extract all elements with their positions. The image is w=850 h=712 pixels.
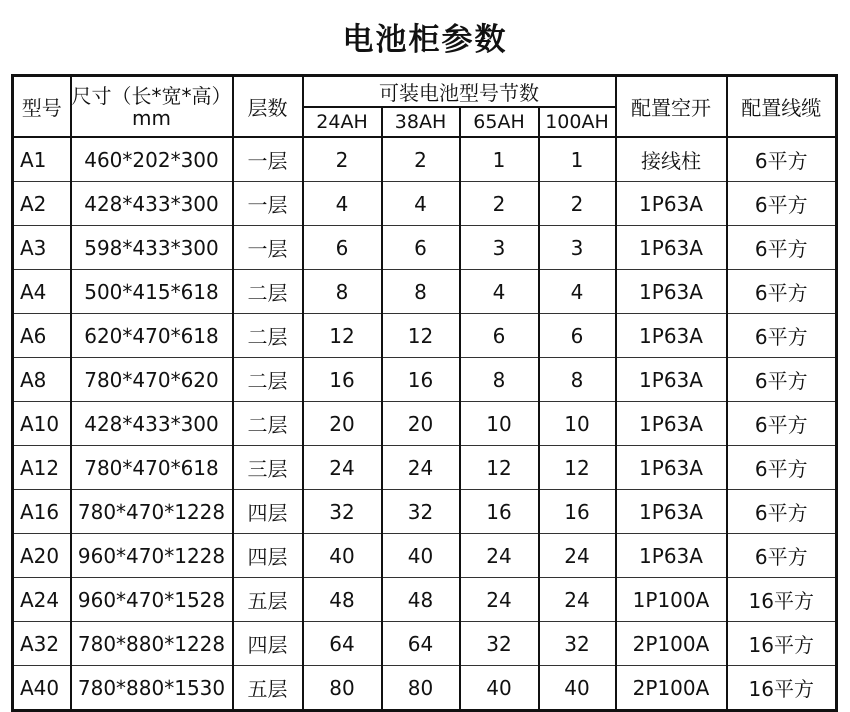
- header-size-line1: 尺寸（长*宽*高）: [71, 83, 232, 108]
- header-model: 型号: [13, 76, 71, 138]
- cell-100ah: 12: [539, 446, 616, 490]
- cell-24ah: 4: [303, 182, 382, 226]
- cell-cable: 16平方: [727, 622, 837, 666]
- cell-cable: 6平方: [727, 490, 837, 534]
- cell-65ah: 32: [460, 622, 539, 666]
- cell-100ah: 3: [539, 226, 616, 270]
- cell-24ah: 16: [303, 358, 382, 402]
- cell-100ah: 8: [539, 358, 616, 402]
- cell-model: A40: [20, 675, 60, 700]
- cell-38ah: 6: [382, 226, 460, 270]
- cell-layers: 二层: [233, 314, 303, 358]
- cell-breaker: 1P63A: [616, 182, 727, 226]
- cell-24ah: 2: [303, 137, 382, 182]
- cell-size: 500*415*618: [71, 270, 233, 314]
- cell-breaker: 1P63A: [616, 402, 727, 446]
- cell-65ah: 1: [460, 137, 539, 182]
- cell-24ah: 40: [303, 534, 382, 578]
- cell-cable: 6平方: [727, 534, 837, 578]
- cell-24ah: 12: [303, 314, 382, 358]
- cell-layers: 二层: [233, 402, 303, 446]
- cell-38ah: 80: [382, 666, 460, 711]
- cell-100ah: 24: [539, 534, 616, 578]
- cell-breaker: 1P63A: [616, 314, 727, 358]
- cell-layers: 五层: [233, 578, 303, 622]
- table-row: [13, 402, 837, 446]
- table-row: [13, 622, 837, 666]
- cell-100ah: 6: [539, 314, 616, 358]
- header-breaker: 配置空开: [616, 76, 727, 138]
- cell-38ah: 64: [382, 622, 460, 666]
- cell-size: 780*470*620: [71, 358, 233, 402]
- header-100ah: 100AH: [539, 107, 616, 137]
- cell-38ah: 16: [382, 358, 460, 402]
- cell-size: 960*470*1228: [71, 534, 233, 578]
- cell-65ah: 2: [460, 182, 539, 226]
- cell-38ah: 12: [382, 314, 460, 358]
- cell-layers: 四层: [233, 622, 303, 666]
- cell-100ah: 4: [539, 270, 616, 314]
- cell-100ah: 10: [539, 402, 616, 446]
- cell-cable: 6平方: [727, 446, 837, 490]
- cell-24ah: 64: [303, 622, 382, 666]
- table-row: [13, 270, 837, 314]
- cell-65ah: 24: [460, 578, 539, 622]
- cell-38ah: 32: [382, 490, 460, 534]
- cell-breaker: 1P63A: [616, 358, 727, 402]
- cell-model: A10: [13, 402, 71, 446]
- cell-100ah: 2: [539, 182, 616, 226]
- cell-model: A12: [13, 446, 71, 490]
- cell-24ah: 32: [303, 490, 382, 534]
- cell-model: A6: [13, 314, 71, 358]
- cell-cable: 6平方: [727, 358, 837, 402]
- cell-24ah: 20: [303, 402, 382, 446]
- cell-38ah: 20: [382, 402, 460, 446]
- cell-65ah: 4: [460, 270, 539, 314]
- cell-38ah: 48: [382, 578, 460, 622]
- cell-38ah: 24: [382, 446, 460, 490]
- cell-100ah: 32: [539, 622, 616, 666]
- cell-size: 598*433*300: [71, 226, 233, 270]
- table-row: [13, 358, 837, 402]
- table-row: [13, 446, 837, 490]
- cell-cable: 6平方: [727, 402, 837, 446]
- cell-size: 780*470*618: [71, 446, 233, 490]
- table-row: [13, 182, 837, 226]
- table-row: [13, 490, 837, 534]
- cell-100ah: 1: [539, 137, 616, 182]
- cell-model: A4: [13, 270, 71, 314]
- cell-model: A16: [13, 490, 71, 534]
- cell-size: 780*880*1228: [71, 622, 233, 666]
- cell-24ah: 24: [303, 446, 382, 490]
- cell-layers: 一层: [233, 182, 303, 226]
- cell-model: A8: [13, 358, 71, 402]
- cell-65ah: 12: [460, 446, 539, 490]
- header-65ah: 65AH: [460, 107, 539, 137]
- table-row: [13, 578, 837, 622]
- table-row: [13, 534, 837, 578]
- cell-65ah: 16: [460, 490, 539, 534]
- cell-size: 620*470*618: [71, 314, 233, 358]
- cell-breaker: 2P100A: [616, 666, 727, 711]
- table-row: [13, 666, 837, 711]
- table-body: [13, 137, 837, 711]
- cell-size: 780*470*1228: [71, 490, 233, 534]
- cell-layers: 五层: [233, 666, 303, 711]
- cell-cable: 6平方: [727, 314, 837, 358]
- cell-layers: 四层: [233, 490, 303, 534]
- cell-38ah: 2: [382, 137, 460, 182]
- cell-size: 428*433*300: [71, 182, 233, 226]
- header-24ah: 24AH: [303, 107, 382, 137]
- cell-layers: 二层: [233, 358, 303, 402]
- cell-24ah: 80: [303, 666, 382, 711]
- cell-cable: 16平方: [727, 666, 837, 711]
- cell-cable: 6平方: [727, 182, 837, 226]
- cell-100ah: 16: [539, 490, 616, 534]
- page-title: 电池柜参数: [342, 22, 508, 58]
- cell-38ah: 4: [382, 182, 460, 226]
- table-row: [13, 226, 837, 270]
- cell-65ah: 10: [460, 402, 539, 446]
- cell-model: A24: [13, 578, 71, 622]
- cell-layers: 一层: [233, 226, 303, 270]
- header-size: [71, 76, 233, 138]
- cell-100ah: 40: [539, 666, 616, 711]
- cell-65ah: 3: [460, 226, 539, 270]
- cell-cable: 16平方: [727, 578, 837, 622]
- cell-breaker: 1P100A: [616, 578, 727, 622]
- cell-size: 960*470*1528: [71, 578, 233, 622]
- cell-layers: 四层: [233, 534, 303, 578]
- cell-65ah: 6: [460, 314, 539, 358]
- cell-model: A3: [13, 226, 71, 270]
- cell-model: A2: [13, 182, 71, 226]
- cell-size: 428*433*300: [71, 402, 233, 446]
- header-battery-group: 可装电池型号节数: [303, 76, 616, 108]
- cell-cable: 6平方: [727, 226, 837, 270]
- cell-65ah: 40: [460, 666, 539, 711]
- table-row: [13, 137, 837, 182]
- header-size-line2: mm: [132, 105, 171, 130]
- cell-65ah: 24: [460, 534, 539, 578]
- cell-38ah: 40: [382, 534, 460, 578]
- cell-100ah: 24: [539, 578, 616, 622]
- cell-24ah: 8: [303, 270, 382, 314]
- cell-breaker: 1P63A: [616, 226, 727, 270]
- cell-model: A1: [13, 137, 71, 182]
- cell-breaker: 接线柱: [616, 137, 727, 182]
- cell-model: A20: [13, 534, 71, 578]
- header-layers: 层数: [233, 76, 303, 138]
- cell-breaker: 1P63A: [616, 534, 727, 578]
- cell-breaker: 1P63A: [616, 490, 727, 534]
- cell-24ah: 6: [303, 226, 382, 270]
- cell-breaker: 1P63A: [616, 446, 727, 490]
- header-38ah: 38AH: [382, 107, 460, 137]
- cell-layers: 二层: [233, 270, 303, 314]
- cell-layers: 一层: [233, 137, 303, 182]
- cell-65ah: 8: [460, 358, 539, 402]
- cell-24ah: 48: [303, 578, 382, 622]
- header-cable: 配置线缆: [727, 76, 837, 138]
- cell-model: A32: [13, 622, 71, 666]
- cell-cable: 6平方: [727, 270, 837, 314]
- cell-38ah: 8: [382, 270, 460, 314]
- cell-cable: 6平方: [727, 137, 837, 182]
- cell-size: 780*880*1530: [71, 666, 233, 711]
- cell-breaker: 2P100A: [616, 622, 727, 666]
- table-row: [13, 314, 837, 358]
- cell-size: 460*202*300: [71, 137, 233, 182]
- battery-cabinet-table: [11, 74, 838, 712]
- cell-layers: 三层: [233, 446, 303, 490]
- cell-breaker: 1P63A: [616, 270, 727, 314]
